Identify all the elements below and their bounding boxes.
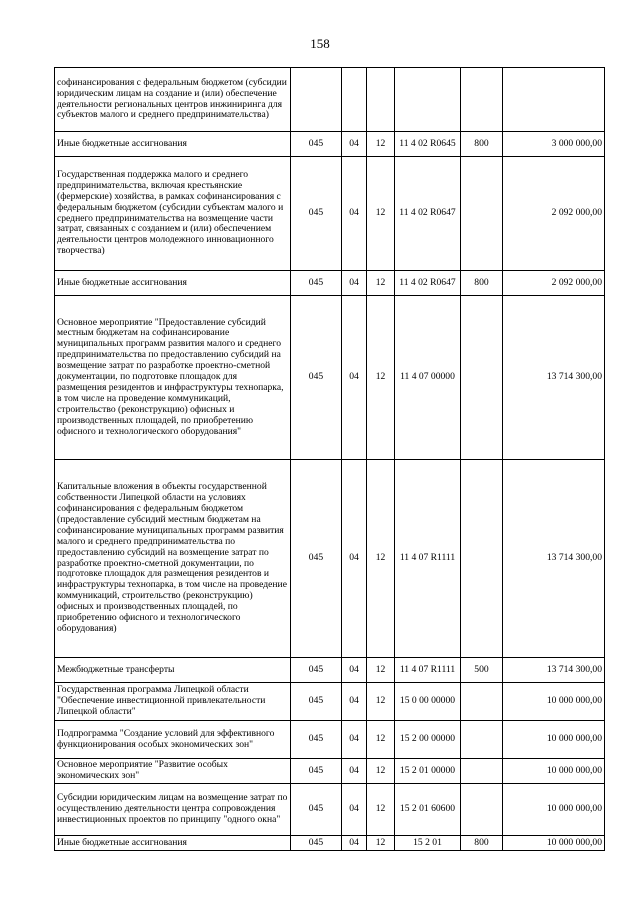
cell-target-article: 11 4 07 R1111 bbox=[395, 460, 461, 658]
cell-section: 04 bbox=[342, 836, 367, 851]
cell-amount: 10 000 000,00 bbox=[503, 759, 605, 784]
cell-amount bbox=[503, 68, 605, 132]
table-row bbox=[55, 784, 605, 836]
cell-subsection: 12 bbox=[367, 460, 395, 658]
table-row bbox=[55, 296, 605, 460]
cell-section: 04 bbox=[342, 132, 367, 157]
cell-name: Основное мероприятие "Предоставление субсидий местным бюджетам на софинансирование муниципальных программ развития малого и среднего предпринимательства по предоставлению субсидий на возмещение затрат по разработке проектно-сметной документации, по подготовке площадок для размещения резидентов и инфраструктуры технопарка, в том числе на проведение коммуникаций, строительство (реконструкцию) офисных и производственных площадей, по приобретению офисного и технологического оборудования" bbox=[55, 296, 291, 460]
table-row bbox=[55, 759, 605, 784]
table-row bbox=[55, 683, 605, 721]
cell-ved-code bbox=[291, 68, 342, 132]
budget-table-body bbox=[55, 68, 605, 851]
cell-target-article: 15 2 00 00000 bbox=[395, 721, 461, 759]
page-number: 158 bbox=[310, 36, 330, 51]
cell-expense-type: 800 bbox=[461, 132, 503, 157]
cell-section: 04 bbox=[342, 658, 367, 683]
cell-expense-type bbox=[461, 157, 503, 271]
cell-amount: 2 092 000,00 bbox=[503, 157, 605, 271]
cell-name: Государственная программа Липецкой области "Обеспечение инвестиционной привлекательности Липецкой области" bbox=[55, 683, 291, 721]
cell-ved-code: 045 bbox=[291, 296, 342, 460]
cell-name: Иные бюджетные ассигнования bbox=[55, 271, 291, 296]
cell-target-article: 15 0 00 00000 bbox=[395, 683, 461, 721]
cell-amount: 13 714 300,00 bbox=[503, 658, 605, 683]
cell-name: Иные бюджетные ассигнования bbox=[55, 132, 291, 157]
cell-target-article: 15 2 01 60600 bbox=[395, 784, 461, 836]
cell-subsection: 12 bbox=[367, 271, 395, 296]
cell-ved-code: 045 bbox=[291, 784, 342, 836]
cell-subsection: 12 bbox=[367, 784, 395, 836]
cell-target-article: 11 4 02 R0647 bbox=[395, 157, 461, 271]
cell-amount: 3 000 000,00 bbox=[503, 132, 605, 157]
cell-name: Государственная поддержка малого и среднего предпринимательства, включая крестьянские (фермерские) хозяйства, в рамках софинансирования с федеральным бюджетом (субсидии субъектам малого и среднего предпринимательства на возмещение части затрат, связанных с созданием и (или) обеспечением деятельности центров молодежного инновационного творчества) bbox=[55, 157, 291, 271]
cell-ved-code: 045 bbox=[291, 271, 342, 296]
cell-section: 04 bbox=[342, 683, 367, 721]
cell-amount: 10 000 000,00 bbox=[503, 836, 605, 851]
cell-expense-type bbox=[461, 683, 503, 721]
cell-section: 04 bbox=[342, 721, 367, 759]
table-row bbox=[55, 836, 605, 851]
cell-expense-type: 800 bbox=[461, 836, 503, 851]
cell-name: софинансирования с федеральным бюджетом (субсидии юридическим лицам на создание и (или) обеспечение деятельности региональных центров инжиниринга для субъектов малого и среднего предпринимательства) bbox=[55, 68, 291, 132]
cell-target-article: 11 4 07 R1111 bbox=[395, 658, 461, 683]
cell-expense-type bbox=[461, 296, 503, 460]
cell-ved-code: 045 bbox=[291, 721, 342, 759]
cell-subsection bbox=[367, 68, 395, 132]
table-row bbox=[55, 157, 605, 271]
cell-subsection: 12 bbox=[367, 296, 395, 460]
table-row bbox=[55, 658, 605, 683]
cell-ved-code: 045 bbox=[291, 132, 342, 157]
cell-expense-type bbox=[461, 721, 503, 759]
cell-subsection: 12 bbox=[367, 157, 395, 271]
table-row bbox=[55, 721, 605, 759]
cell-target-article: 11 4 02 R0645 bbox=[395, 132, 461, 157]
cell-expense-type: 500 bbox=[461, 658, 503, 683]
cell-name: Капитальные вложения в объекты государственной собственности Липецкой области на условиях софинансирования с федеральным бюджетом (предоставление субсидий местным бюджетам на софинансирование муниципальных программ развития малого и среднего предпринимательства по предоставлению субсидий на возмещение затрат по разработке проектно-сметной документации, по подготовке площадок для размещения резидентов и инфраструктуры технопарка, в том числе на проведение коммуникаций, строительство (реконструкцию) офисных и производственных площадей, по приобретению офисного и технологического оборудования) bbox=[55, 460, 291, 658]
cell-target-article: 11 4 02 R0647 bbox=[395, 271, 461, 296]
cell-subsection: 12 bbox=[367, 759, 395, 784]
cell-amount: 10 000 000,00 bbox=[503, 683, 605, 721]
cell-ved-code: 045 bbox=[291, 759, 342, 784]
cell-target-article: 11 4 07 00000 bbox=[395, 296, 461, 460]
cell-amount: 13 714 300,00 bbox=[503, 296, 605, 460]
cell-name: Субсидии юридическим лицам на возмещение затрат по осуществлению деятельности центра сопровождения инвестиционных проектов по принципу "одного окна" bbox=[55, 784, 291, 836]
cell-amount: 2 092 000,00 bbox=[503, 271, 605, 296]
table-row bbox=[55, 271, 605, 296]
cell-ved-code: 045 bbox=[291, 157, 342, 271]
cell-subsection: 12 bbox=[367, 721, 395, 759]
cell-section: 04 bbox=[342, 157, 367, 271]
cell-section: 04 bbox=[342, 296, 367, 460]
cell-section: 04 bbox=[342, 759, 367, 784]
cell-amount: 13 714 300,00 bbox=[503, 460, 605, 658]
cell-subsection: 12 bbox=[367, 836, 395, 851]
cell-subsection: 12 bbox=[367, 658, 395, 683]
cell-amount: 10 000 000,00 bbox=[503, 784, 605, 836]
cell-section bbox=[342, 68, 367, 132]
cell-section: 04 bbox=[342, 271, 367, 296]
cell-expense-type bbox=[461, 759, 503, 784]
cell-section: 04 bbox=[342, 784, 367, 836]
cell-name: Иные бюджетные ассигнования bbox=[55, 836, 291, 851]
cell-amount: 10 000 000,00 bbox=[503, 721, 605, 759]
table-row bbox=[55, 460, 605, 658]
cell-expense-type bbox=[461, 784, 503, 836]
cell-ved-code: 045 bbox=[291, 460, 342, 658]
cell-name: Основное мероприятие "Развитие особых экономических зон" bbox=[55, 759, 291, 784]
cell-target-article: 15 2 01 bbox=[395, 836, 461, 851]
table-row bbox=[55, 132, 605, 157]
cell-target-article: 15 2 01 00000 bbox=[395, 759, 461, 784]
cell-ved-code: 045 bbox=[291, 683, 342, 721]
cell-expense-type: 800 bbox=[461, 271, 503, 296]
cell-ved-code: 045 bbox=[291, 658, 342, 683]
cell-subsection: 12 bbox=[367, 132, 395, 157]
cell-name: Подпрограмма "Создание условий для эффективного функционирования особых экономических зон" bbox=[55, 721, 291, 759]
cell-target-article bbox=[395, 68, 461, 132]
budget-table bbox=[54, 67, 605, 851]
table-row bbox=[55, 68, 605, 132]
cell-expense-type bbox=[461, 460, 503, 658]
cell-expense-type bbox=[461, 68, 503, 132]
cell-subsection: 12 bbox=[367, 683, 395, 721]
cell-name: Межбюджетные трансферты bbox=[55, 658, 291, 683]
cell-ved-code: 045 bbox=[291, 836, 342, 851]
cell-section: 04 bbox=[342, 460, 367, 658]
